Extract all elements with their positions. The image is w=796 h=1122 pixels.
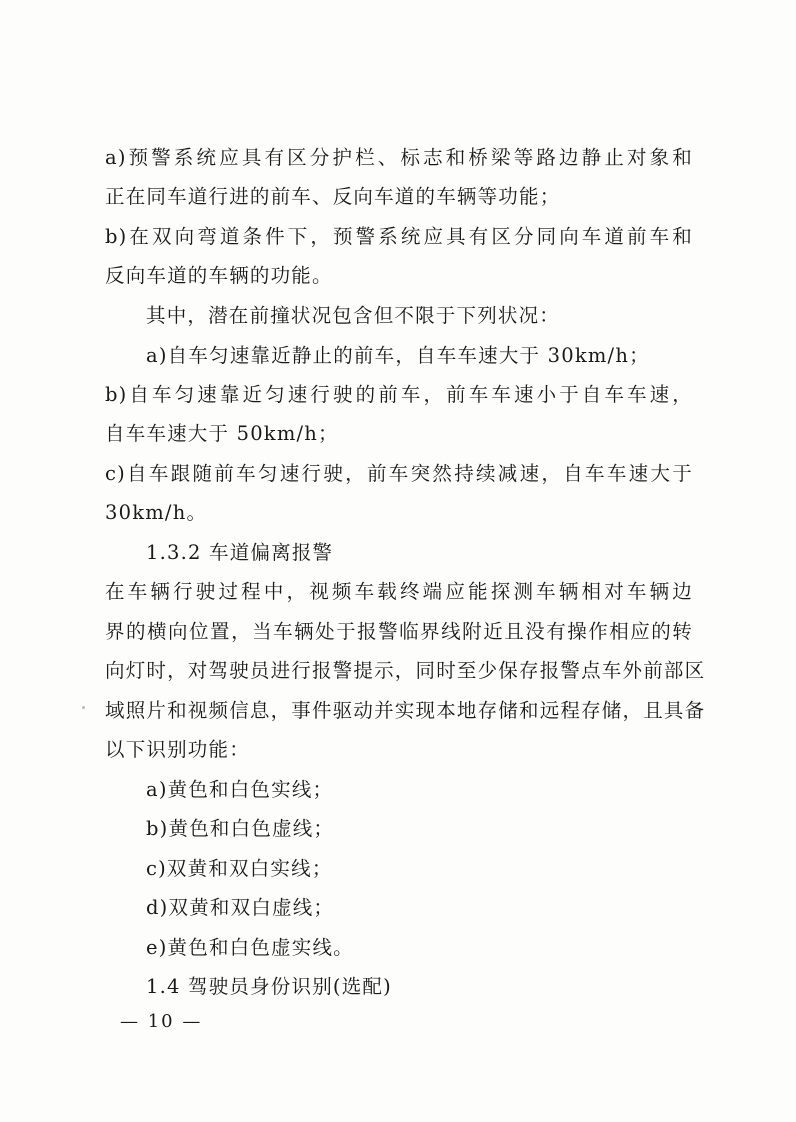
text-line: 在车辆行驶过程中，视频车载终端应能探测车辆相对车辆边 bbox=[105, 580, 693, 603]
text-line: 以下识别功能： bbox=[105, 738, 250, 761]
text-line: 域照片和视频信息，事件驱动并实现本地存储和远程存储，且具备 bbox=[105, 699, 706, 722]
list-item: a)黄色和白色实线； bbox=[146, 778, 334, 801]
text-line: c)自车跟随前车匀速行驶，前车突然持续减速，自车车速大于 bbox=[105, 462, 693, 485]
list-item: b)黄色和白色虚线； bbox=[146, 817, 335, 840]
text-line: b)自车匀速靠近匀速行驶的前车，前车车速小于自车车速， bbox=[105, 383, 693, 406]
text-line: 反向车道的车辆的功能。 bbox=[105, 264, 333, 287]
text-line: a)预警系统应具有区分护栏、标志和桥梁等路边静止对象和 bbox=[105, 146, 693, 169]
text-line: 自车车速大于 50km/h； bbox=[105, 422, 339, 445]
list-item: e)黄色和白色虚实线。 bbox=[146, 936, 354, 959]
text-line: 正在同车道行进的前车、反向车道的车辆等功能； bbox=[105, 185, 561, 208]
page-number: — 10 — bbox=[120, 1011, 203, 1032]
list-item: c)双黄和双白实线； bbox=[146, 857, 333, 880]
text-line: a)自车匀速靠近静止的前车，自车车速大于 30km/h； bbox=[146, 344, 650, 367]
section-heading: 1.3.2 车道偏离报警 bbox=[146, 541, 334, 564]
text-line: b)在双向弯道条件下，预警系统应具有区分同向车道前车和 bbox=[105, 225, 693, 248]
text-line: 其中，潜在前撞状况包含但不限于下列状况： bbox=[146, 304, 561, 327]
section-heading: 1.4 驾驶员身份识别(选配) bbox=[146, 975, 392, 998]
text-line: 30km/h。 bbox=[105, 501, 208, 524]
text-line: 向灯时，对驾驶员进行报警提示，同时至少保存报警点车外前部区 bbox=[105, 659, 706, 682]
list-item: d)双黄和双白虚线； bbox=[146, 896, 335, 919]
text-line: 界的横向位置，当车辆处于报警临界线附近且没有操作相应的转 bbox=[105, 620, 693, 643]
scan-speck bbox=[82, 706, 85, 709]
